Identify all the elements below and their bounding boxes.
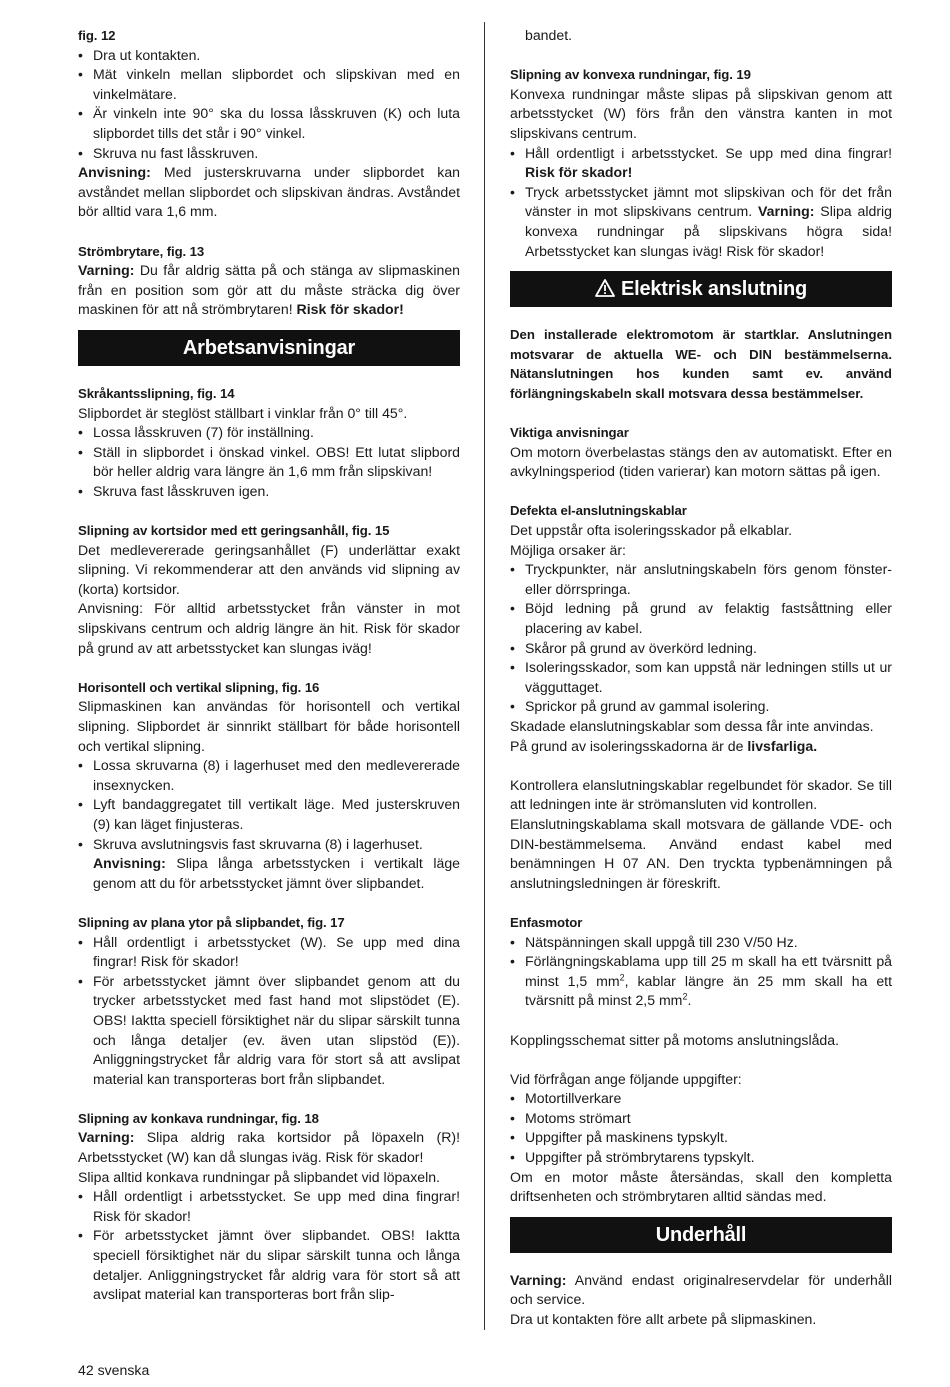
notes-p: Om motorn överbelastas stängs den av automatiskt. Efter en avkylningsperiod (tiden varierar) kan motorn sättas på igen.	[510, 443, 892, 480]
cables-heading: Defekta el-anslutningskablar	[510, 503, 687, 519]
switch-warning	[78, 261, 460, 320]
p-text: På grund av isoleringsskadorna är de	[510, 737, 748, 754]
fig12-list	[78, 46, 460, 164]
concave-list	[78, 1187, 460, 1305]
left-column	[78, 26, 460, 1305]
maint-warning	[510, 1271, 892, 1310]
continued-text: bandet.	[525, 27, 573, 43]
single-phase-heading: Enfasmotor	[510, 914, 583, 930]
warning-label: Varning:	[78, 1129, 135, 1146]
short-sides-p2: Anvisning: För alltid arbetsstycket från vänster in mot slipskivans centrum och aldrig längre än hit. Risk för skador på grund av att arbetsstycket kan slungas iväg!	[78, 600, 460, 656]
danger-text: livsfarliga.	[747, 737, 818, 754]
single-phase-list	[510, 933, 892, 1011]
note-label: Anvisning:	[93, 855, 166, 872]
inquiry-p: Vid förfrågan ange följande uppgifter:	[510, 1070, 742, 1087]
elec-intro: Den installerade elektromotom är startklar. Anslutningen motsvarar de aktuella WE- och DIN bestämmelserna. Nätanslutningen hos kunden samt ev. använd förlängningskabeln skall motsvara dessa bestämmelser.	[510, 327, 892, 401]
hv-list	[78, 756, 460, 893]
list-item: • Skruva fast låsskruven igen.	[78, 482, 460, 502]
cables-p3: Skadade elanslutningskablar som dessa får inte anvindas.	[510, 718, 874, 734]
return-p: Om en motor måste återsändas, skall den kompletta driftsenheten och strömbrytaren alltid sändas med.	[510, 1168, 892, 1205]
hv-intro: Slipmaskinen kan användas för horisontell och vertikal slipning. Slipbordet är sinnrikt ställbart för både horisontell och vertikal slipning.	[78, 698, 460, 754]
warning-text: Använd endast originalreservdelar för underhåll och service.	[510, 1271, 892, 1308]
warning-text: Slipa aldrig raka kortsidor på löpaxeln (R)! Arbetsstycket (W) kan då slungas iväg. Risk för skador!	[78, 1129, 460, 1166]
item-text: Slipa aldrig konvexa rundningar på slipskivans högra sida! Arbetsstycket kan slungas iväg! Risk för skador!	[525, 203, 892, 259]
cables-p1: Det uppstår ofta isoleringsskador på elkablar.	[510, 522, 793, 539]
convex-list	[510, 144, 892, 262]
wiring-p: Kopplingsschemat sitter på motoms anslutningslåda.	[510, 1031, 840, 1048]
list-item: • För arbetsstycket jämnt över slipbandet genom att du trycker arbetsstycket med fast hand mot slipstödet (E). OBS! Iaktta speciell försiktighet när du slipar särskilt tunna och långa detaljer (ev. även utan slipstöd (E)). Anliggningstrycket får aldrig vara för stort så att avslipat material kan transporteras bort från slipbandet.	[78, 972, 460, 1090]
check-p2: Elanslutningskablama skall motsvara de gällande VDE- och DIN-bestämmelsema. Använd endast kabel med benämningen H 07 AN. Den tryckta typbenämningen på anslutningsledningen är föreskrift.	[510, 815, 892, 891]
list-item: • Mät vinkeln mellan slipbordet och slipskivan med en vinkelmätare.	[78, 65, 460, 104]
list-item	[510, 183, 892, 261]
list-item: • Ställ in slipbordet i önskad vinkel. OBS! Ett lutat slipbord bör heller aldrig vara längre än 1,6 mm från slipskivan!	[78, 443, 460, 482]
cables-p2: Möjliga orsaker är:	[510, 541, 626, 558]
fig12-heading: fig. 12	[78, 28, 116, 43]
section-bar-arbetsanvisningar	[78, 330, 460, 366]
warning-label: Varning:	[78, 262, 135, 279]
cables-list	[510, 560, 892, 717]
flat-list	[78, 933, 460, 1090]
switch-heading: Strömbrytare, fig. 13	[78, 243, 205, 259]
section-bar-elektrisk	[510, 271, 892, 307]
hv-heading: Horisontell och vertikal slipning, fig. 16	[78, 679, 320, 695]
item-text: Förlängningskablama upp till 25 m skall ha ett tvärsnitt på minst 1,5 mm	[525, 953, 892, 989]
risk-text: Risk för skador!	[296, 301, 404, 318]
list-item: • Sprickor på grund av gammal isolering.	[510, 697, 892, 717]
list-item: • Motortillverkare	[510, 1089, 892, 1109]
list-item: • Nätspänningen skall uppgå till 230 V/50 Hz.	[510, 933, 892, 953]
list-item: • Skruva avslutningsvis fast skruvarna (8) i lagerhuset.	[78, 835, 460, 855]
list-item: • Uppgifter på strömbrytarens typskylt.	[510, 1148, 892, 1168]
list-item: • Lyft bandaggregatet till vertikalt läge. Med justerskruven (9) kan läget finjusteras.	[78, 795, 460, 834]
item-text: Tryck arbetsstycket jämnt mot slipskivan och för det från vänster in mot slipskivans centrum.	[525, 183, 892, 220]
bevel-intro: Slipbordet är steglöst ställbart i vinklar från 0° till 45°.	[78, 404, 408, 421]
short-sides-p1: Det medlevererade geringsanhållet (F) underlättar exakt slipning. Vi rekommenderar att den används vid slipning av (korta) kortsidor.	[78, 541, 460, 597]
list-item: • Isoleringsskador, som kan uppstå när ledningen stills ut ur vägguttaget.	[510, 658, 892, 697]
list-item: • Håll ordentligt i arbetsstycket. Se upp med dina fingrar! Risk för skador!	[78, 1187, 460, 1226]
page-footer: 42 svenska	[78, 1362, 150, 1378]
flat-heading: Slipning av plana ytor på slipbandet, fig. 17	[78, 914, 345, 930]
inquiry-list	[510, 1089, 892, 1167]
list-item: • För arbetsstycket jämnt över slipbandet. OBS! Iaktta speciell försiktighet när du slipar särskilt tunna och långa detaljer. Anliggningstrycket får aldrig vara för stort så att avslipat material kan transporteras bort från slip-	[78, 1226, 460, 1304]
warning-triangle-icon	[595, 273, 615, 309]
section-bar-underhall	[510, 1217, 892, 1253]
right-column	[510, 26, 892, 1330]
convex-p: Konvexa rundningar måste slipas på slipskivan genom att arbetsstycket (W) förs från den vänstra kanten in mot slipskivans centrum.	[510, 85, 892, 141]
list-item: • Dra ut kontakten.	[78, 46, 460, 66]
hv-note	[78, 854, 460, 893]
convex-heading: Slipning av konvexa rundningar, fig. 19	[510, 67, 751, 83]
list-item: • Böjd ledning på grund av felaktig fastsåttning eller placering av kabel.	[510, 599, 892, 638]
list-item	[510, 144, 892, 183]
warning-label: Varning:	[758, 203, 815, 220]
bevel-list	[78, 423, 460, 501]
concave-warning	[78, 1128, 460, 1167]
item-text: Håll ordentligt i arbetsstycket. Se upp med dina fingrar!	[525, 144, 892, 161]
maint-p2: Dra ut kontakten före allt arbete på slipmaskinen.	[510, 1311, 817, 1328]
list-item: • Uppgifter på maskinens typskylt.	[510, 1128, 892, 1148]
fig12-note	[78, 163, 460, 222]
list-item: • Lossa skruvarna (8) i lagerhuset med den medlevererade insexnycken.	[78, 756, 460, 795]
list-item: • Skåror på grund av överkörd ledning.	[510, 639, 892, 659]
note-text: Med justerskruvarna under slipbordet kan avståndet mellan slipbordet och slipskivan ändras. Avståndet bör alltid vara 1,6 mm.	[78, 164, 460, 220]
warning-text: Du får aldrig sätta på och stänga av slipmaskinen från en position som gör att du måste sträcka dig över maskinen för att nå strömbrytaren!	[78, 262, 460, 318]
item-text: , kablar längre än 25 mm skall ha ett tvärsnitt på minst 2,5 mm	[525, 972, 892, 1009]
notes-heading: Viktiga anvisningar	[510, 425, 629, 441]
section-title: Elektrisk anslutning	[620, 278, 808, 301]
list-item: • Lossa låsskruven (7) för inställning.	[78, 423, 460, 443]
column-divider	[484, 22, 485, 1330]
warning-label: Varning:	[510, 1271, 567, 1288]
list-item: • Är vinkeln inte 90° ska du lossa låsskruven (K) och luta slipbordet tills det står i 90° vinkel.	[78, 104, 460, 143]
cables-p4	[510, 737, 892, 757]
concave-p: Slipa alltid konkava rundningar på slipbandet vid löpaxeln.	[78, 1168, 440, 1185]
list-item: • Håll ordentligt i arbetsstycket (W). Se upp med dina fingrar! Risk för skador!	[78, 933, 460, 972]
superscript: 2	[619, 972, 625, 983]
section-title: Underhåll	[655, 1223, 747, 1246]
note-text: Slipa långa arbetsstycken i vertikalt läge genom att du för arbetsstycket jämnt över slipbandet.	[93, 855, 460, 891]
superscript: 2	[682, 991, 688, 1002]
list-item: • Tryckpunkter, när anslutningskabeln förs genom fönster- eller dörrspringa.	[510, 560, 892, 599]
section-title: Arbetsanvisningar	[182, 336, 356, 359]
note-label: Anvisning:	[78, 164, 151, 181]
list-item: • Motoms strömart	[510, 1109, 892, 1129]
list-item: • Skruva nu fast låsskruven.	[78, 144, 460, 164]
check-p1: Kontrollera elanslutningskablar regelbundet för skador. Se till att ledningen inte är strömansluten vid kontrollen.	[510, 776, 892, 813]
bevel-heading: Skråkantsslipning, fig. 14	[78, 385, 235, 401]
risk-text: Risk för skador!	[525, 164, 633, 181]
list-item: • Förlängningskablama upp till 25 m skall ha ett tvärsnitt på minst 1,5 $mm^2$, kablar längre än 25 mm skall ha ett tvärsnitt på minst 2,5 $mm^2$.	[510, 952, 892, 1011]
concave-heading: Slipning av konkava rundningar, fig. 18	[78, 1110, 319, 1126]
short-sides-heading: Slipning av kortsidor med ett geringsanhåll, fig. 15	[78, 523, 390, 539]
